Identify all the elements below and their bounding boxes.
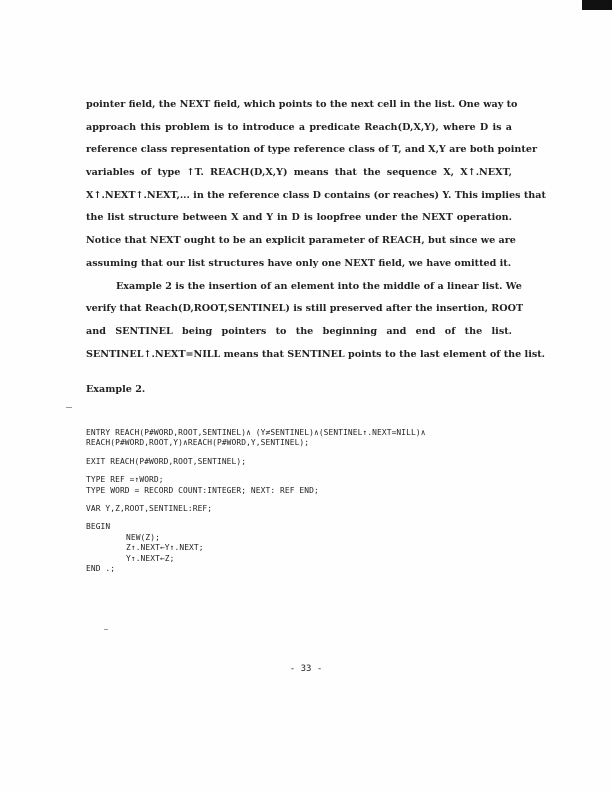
text-line: verify that Reach(D,ROOT,SENTINEL) is still preserved after the insertion, ROOT bbox=[86, 303, 524, 315]
code-line: EXIT REACH(P#WORD,ROOT,SENTINEL); bbox=[86, 456, 247, 466]
code-line: REACH(P#WORD,ROOT,Y)∧REACH(P#WORD,Y,SENTINEL); bbox=[86, 438, 310, 448]
code-line: TYPE WORD = RECORD COUNT:INTEGER; NEXT: REF END; bbox=[86, 485, 319, 495]
text-line: SENTINEL↑.NEXT=NILL means that SENTINEL points to the last element of the list. bbox=[86, 348, 546, 360]
code-line: END .; bbox=[86, 563, 116, 573]
code-block bbox=[86, 428, 426, 574]
text-line: X↑.NEXT↑.NEXT,... in the reference class D contains (or reaches) Y. This implies that bbox=[86, 189, 546, 201]
code-line: VAR Y,Z,ROOT,SENTINEL:REF; bbox=[86, 503, 213, 513]
code-line: TYPE REF =↑WORD; bbox=[86, 475, 164, 485]
code-line: ENTRY REACH(P#WORD,ROOT,SENTINEL)∧ (Y≠SENTINEL)∧(SENTINEL↑.NEXT=NILL)∧ bbox=[86, 428, 426, 437]
text-line: Example 2 is the insertion of an element into the middle of a linear list. We bbox=[116, 280, 522, 292]
code-line: BEGIN bbox=[86, 522, 111, 532]
code-line: NEW(Z); bbox=[126, 532, 160, 542]
scan-speck bbox=[66, 407, 72, 408]
text-line: Notice that NEXT ought to be an explicit parameter of REACH, but since we are bbox=[86, 235, 516, 247]
text-line: variables of type ↑T. REACH(D,X,Y) means that the sequence X, X↑.NEXT, bbox=[86, 167, 512, 179]
code-line: Y↑.NEXT←Z; bbox=[126, 553, 175, 563]
text-line: and SENTINEL being pointers to the beginning and end of the list. bbox=[86, 325, 512, 337]
example-heading: Example 2. bbox=[86, 384, 146, 395]
code-line: Z↑.NEXT←Y↑.NEXT; bbox=[126, 543, 204, 553]
text-line: the list structure between X and Y in D is loopfree under the NEXT operation. bbox=[86, 212, 512, 224]
body-text bbox=[86, 94, 546, 366]
text-line: pointer field, the NEXT field, which points to the next cell in the list. One way to bbox=[86, 99, 518, 110]
page-number: - 33 - bbox=[289, 664, 323, 674]
text-line: assuming that our list structures have only one NEXT field, we have omitted it. bbox=[86, 257, 512, 269]
scan-corner-mark bbox=[582, 0, 612, 10]
text-line: approach this problem is to introduce a predicate Reach(D,X,Y), where D is a bbox=[86, 121, 512, 133]
text-line: reference class representation of type reference class of T, and X,Y are both pointer bbox=[86, 144, 537, 156]
scan-speck bbox=[104, 629, 108, 630]
